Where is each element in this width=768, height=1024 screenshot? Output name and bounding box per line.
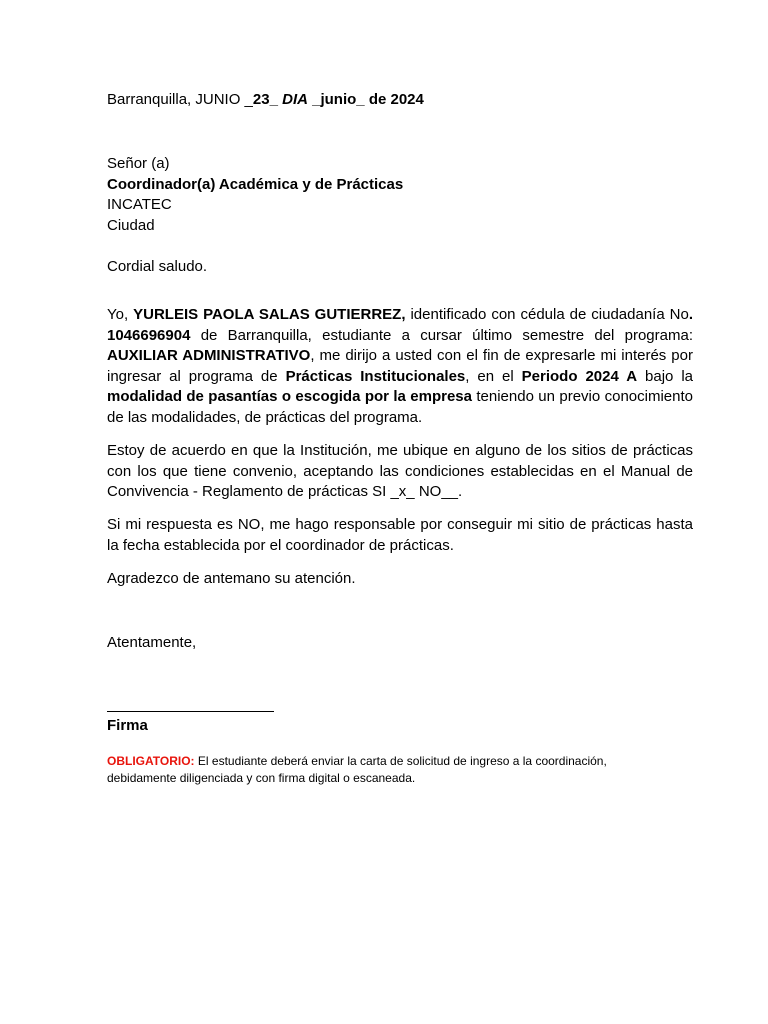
recipient-title: Coordinador(a) Académica y de Prácticas [107, 175, 404, 193]
mandatory-note [107, 753, 667, 786]
date-prefix: Barranquilla, JUNIO _ [107, 91, 253, 108]
recipient-institution: INCATEC [107, 196, 172, 213]
signature-label: Firma [107, 717, 148, 734]
signature-label-wrap [107, 716, 693, 737]
date-sep-1: _ [269, 91, 283, 108]
practice-program: Prácticas Institucionales [285, 367, 466, 385]
date-sep-2: _ [307, 91, 321, 108]
date-line [107, 90, 693, 111]
program-name: AUXILIAR ADMINISTRATIVO [107, 347, 311, 364]
paragraph-responsibility: Si mi respuesta es NO, me hago responsable por conseguir mi sitio de prácticas hasta la fecha establecida por el coordinador de prácticas. [107, 516, 693, 554]
p1-text-1: Yo, [107, 306, 134, 323]
note-text: El estudiante deberá enviar la carta de solicitud de ingreso a la coordinación, debidamente diligenciada y con firma digital o escaneada. [107, 754, 607, 785]
date-year: de 2024 [368, 91, 424, 108]
note-label: OBLIGATORIO: [107, 754, 195, 768]
paragraph-agreement: Estoy de acuerdo en que la Institución, me ubique en alguno de los sitios de prácticas con los que tiene convenio, aceptando las condiciones establecidas en el Manual de Convivencia - Reglamento de prácticas SI _x_ NO__. [107, 442, 693, 500]
period: Periodo 2024 A [521, 367, 638, 385]
p1-dot: . [688, 306, 693, 323]
p1-text-7: teniendo un previo conocimiento de las modalidades, de prácticas del programa. [107, 388, 693, 426]
recipient-salutation: Señor (a) [107, 155, 170, 172]
signature-line [107, 711, 274, 712]
p1-text-4: , me dirijo a usted con el fin de expresarle mi interés por ingresar al programa de [107, 347, 693, 385]
date-day: 23 [252, 91, 270, 108]
modality: modalidad de pasantías o escogida por la empresa [107, 388, 472, 405]
date-month: junio [320, 91, 357, 108]
p1-text-6: bajo la [637, 367, 694, 385]
student-name: YURLEIS PAOLA SALAS GUTIERREZ, [133, 306, 406, 323]
p1-text-5: , en el [465, 367, 522, 385]
date-sep-3: _ [356, 91, 369, 108]
recipient-city: Ciudad [107, 216, 155, 234]
id-number: 1046696904 [107, 326, 191, 344]
closing-line: Atentamente, [107, 634, 197, 651]
date-dia-label: DIA [282, 91, 308, 108]
p1-text-3: de Barranquilla, estudiante a cursar último semestre del programa: [190, 326, 693, 344]
greeting: Cordial saludo. [107, 258, 208, 275]
paragraph-request [107, 305, 693, 428]
p1-text-2: identificado con cédula de ciudadanía No [405, 306, 689, 323]
recipient-block [107, 154, 693, 236]
thanks-line: Agradezco de antemano su atención. [107, 570, 356, 587]
